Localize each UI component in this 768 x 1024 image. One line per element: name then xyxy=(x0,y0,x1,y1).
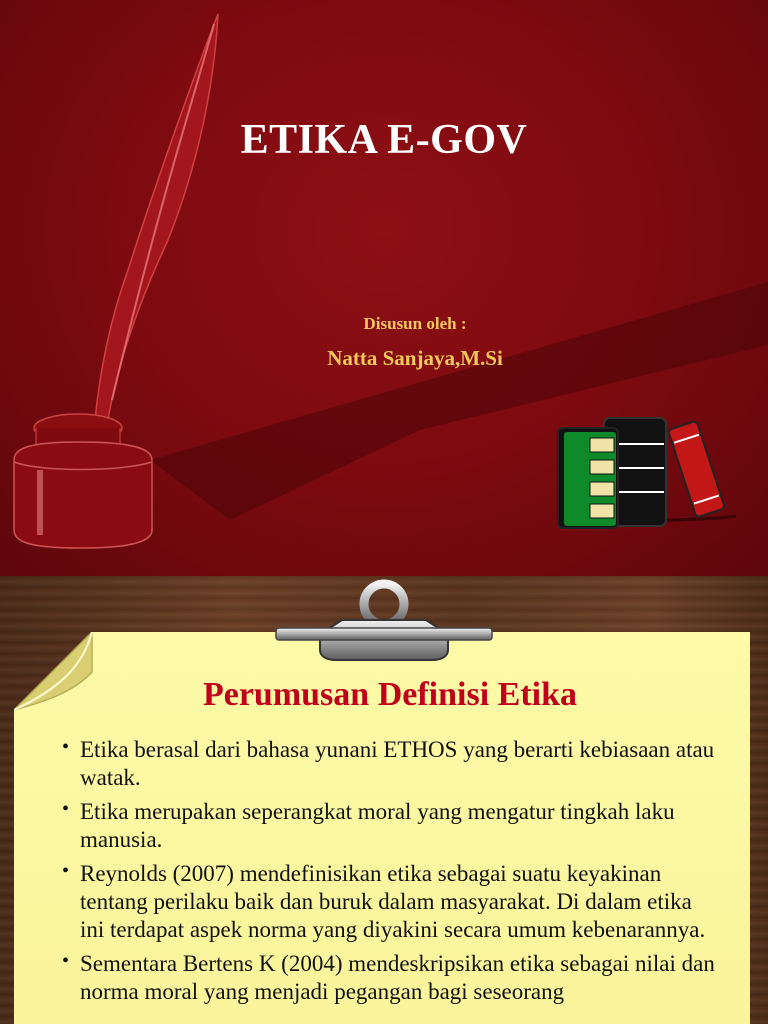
list-item-text: Reynolds (2007) mendefinisikan etika sebagai suatu keyakinan tentang perilaku baik dan buruk dalam masyarakat. Di dalam etika ini terdapat aspek norma yang diyakini secara umum kebenarannya. xyxy=(80,861,706,942)
bullet-icon: • xyxy=(62,860,70,882)
byline-label: Disusun oleh : xyxy=(363,314,467,333)
list-item xyxy=(58,798,718,854)
slide-heading: Perumusan Definisi Etika xyxy=(202,676,578,713)
ink-bottle-body xyxy=(14,442,152,548)
slide-title: ETIKA E-GOV xyxy=(240,117,528,163)
clip-ring xyxy=(364,584,404,624)
list-item xyxy=(58,950,718,1006)
list-item-text: Etika berasal dari bahasa yunani ETHOS yang berarti kebiasaan atau watak. xyxy=(80,737,715,790)
definition-list xyxy=(58,736,718,1012)
definition-slide xyxy=(0,576,768,1024)
clip-bar xyxy=(276,628,492,640)
books-icon xyxy=(558,418,736,528)
bullet-icon: • xyxy=(62,798,70,820)
bullet-icon: • xyxy=(62,736,70,758)
list-item-text: Sementara Bertens K (2004) mendeskripsikan etika sebagai nilai dan norma moral yang menjadi pegangan bagi seseorang xyxy=(80,951,715,1004)
list-item xyxy=(58,860,718,944)
author-name: Natta Sanjaya,M.Si xyxy=(327,346,503,370)
clipboard-clip-icon xyxy=(272,576,496,666)
bullet-icon: • xyxy=(62,950,70,972)
list-item-text: Etika merupakan seperangkat moral yang mengatur tingkah laku manusia. xyxy=(80,799,675,852)
list-item xyxy=(58,736,718,792)
